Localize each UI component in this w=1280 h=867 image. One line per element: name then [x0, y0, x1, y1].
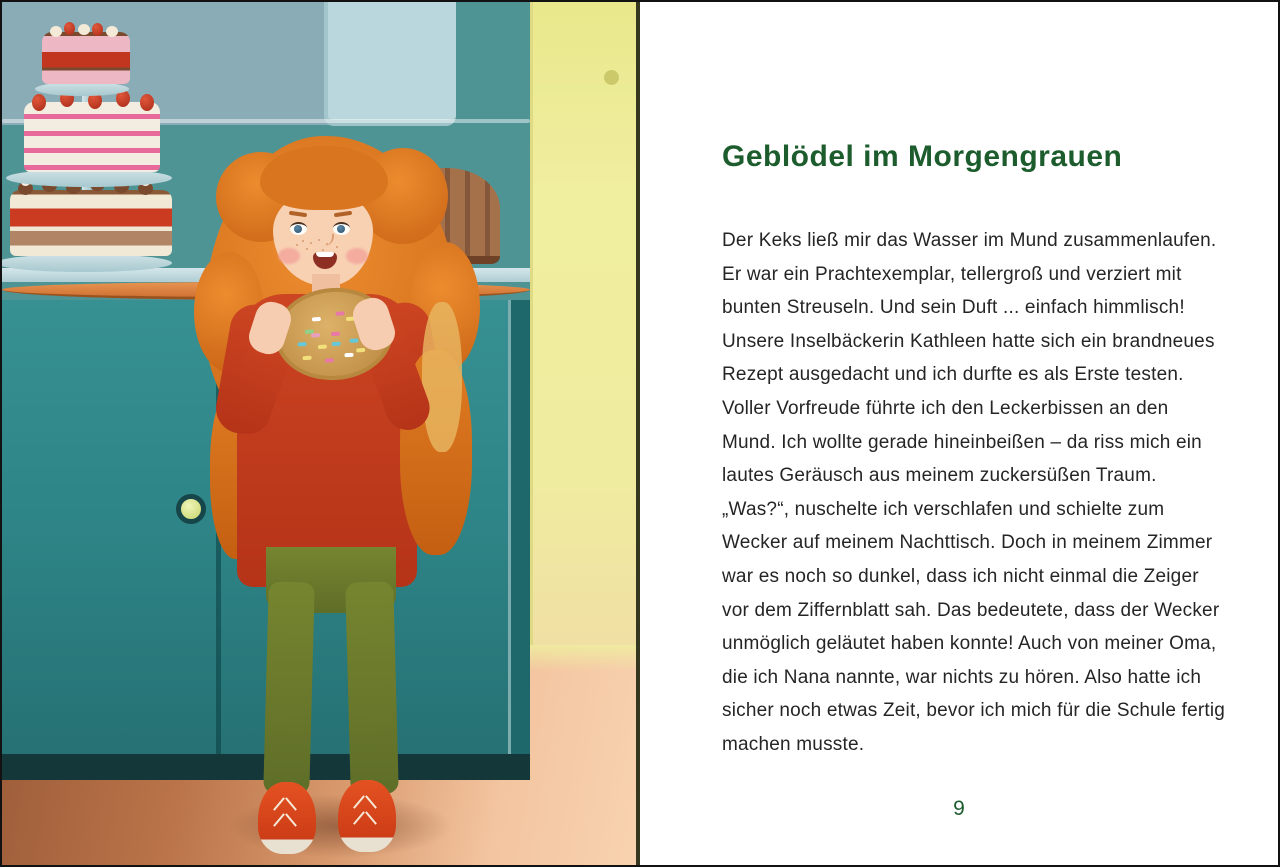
sprinkles: [331, 332, 340, 337]
body-text-line: machen musste.: [722, 733, 865, 755]
shoelace: [285, 797, 297, 811]
eye: [333, 222, 350, 235]
pants-leg: [345, 581, 399, 794]
left-page: [2, 2, 640, 865]
body-text-line: bunten Streuseln. Und sein Duft ... einfach himmlisch!: [722, 297, 1185, 319]
girl-bangs: [260, 146, 388, 210]
pants-leg: [263, 581, 315, 794]
body-text-line: sicher noch etwas Zeit, bevor ich mich für die Schule fertig: [722, 700, 1226, 722]
page-number: 9: [953, 797, 965, 820]
hair-highlight-strand: [422, 302, 462, 452]
body-text-line: lautes Geräusch aus meinem zuckersüßen Traum.: [722, 465, 1157, 487]
rosy-cheek: [278, 248, 300, 264]
red-sneaker: [258, 782, 316, 854]
body-text-line: vor dem Ziffernblatt sah. Das bedeutete, dass der Wecker: [722, 599, 1220, 621]
cream-dollop: [78, 24, 90, 35]
cherry: [64, 22, 75, 35]
body-text-line: Wecker auf meinem Nachttisch. Doch in meinem Zimmer: [722, 532, 1213, 554]
body-text-line: Der Keks ließ mir das Wasser im Mund zusammenlaufen.: [722, 230, 1217, 251]
body-text-line: Voller Vorfreude führte ich den Leckerbissen an den: [722, 397, 1169, 419]
red-sneaker: [338, 780, 396, 852]
shoelace: [273, 797, 285, 811]
door-handle: [604, 70, 619, 85]
cherry: [32, 94, 46, 111]
eye: [290, 222, 307, 235]
cream-dollop: [106, 26, 118, 37]
body-text-line: Unsere Inselbäckerin Kathleen hatte sich ein brandneues: [722, 330, 1215, 352]
shoelace: [285, 813, 297, 827]
body-text-line: die ich Nana nannte, war nichts zu hören. Also hatte ich: [722, 666, 1202, 688]
shoelace: [273, 813, 285, 827]
body-text-line: „Was?“, nuschelte ich verschlafen und schielte zum: [722, 498, 1165, 520]
body-text-line: unmöglich geläutet haben konnte! Auch von meiner Oma,: [722, 633, 1217, 655]
cabinet-side-panel: [508, 300, 530, 780]
shoelace: [365, 811, 377, 825]
cherry: [92, 23, 103, 36]
floor-door-fade: [524, 645, 636, 671]
right-page: [640, 2, 1278, 865]
shoelace: [365, 795, 377, 809]
middle-tier-cake: [24, 102, 160, 172]
cream-dollop: [50, 26, 62, 37]
shoelace: [353, 795, 365, 809]
body-text-line: war es noch so dunkel, dass ich nicht einmal die Zeiger: [722, 565, 1199, 587]
chapter-title: Geblödel im Morgengrauen: [722, 140, 1123, 173]
cake-stand-plate-top: [35, 82, 129, 96]
bottom-tier-cake: [10, 190, 172, 256]
chapter-body-text: [722, 224, 1252, 762]
cake-stand-plate-bottom: [2, 254, 172, 272]
rosy-cheek: [346, 248, 368, 264]
body-text-line: Rezept ausgedacht und ich durfte es als Erste testen.: [722, 364, 1184, 386]
yellow-door: [530, 2, 636, 654]
window: [324, 2, 456, 126]
body-text-line: Mund. Ich wollte gerade hineinbeißen – da riss mich ein: [722, 431, 1202, 453]
freckles: [302, 240, 304, 242]
shoelace: [353, 811, 365, 825]
body-text-line: Er war ein Prachtexemplar, tellergroß und verziert mit: [722, 263, 1182, 285]
cabinet-knob-green: [176, 494, 206, 524]
top-tier-cake: [42, 32, 130, 84]
cherry: [140, 94, 154, 111]
kitchen-illustration: [2, 2, 636, 865]
